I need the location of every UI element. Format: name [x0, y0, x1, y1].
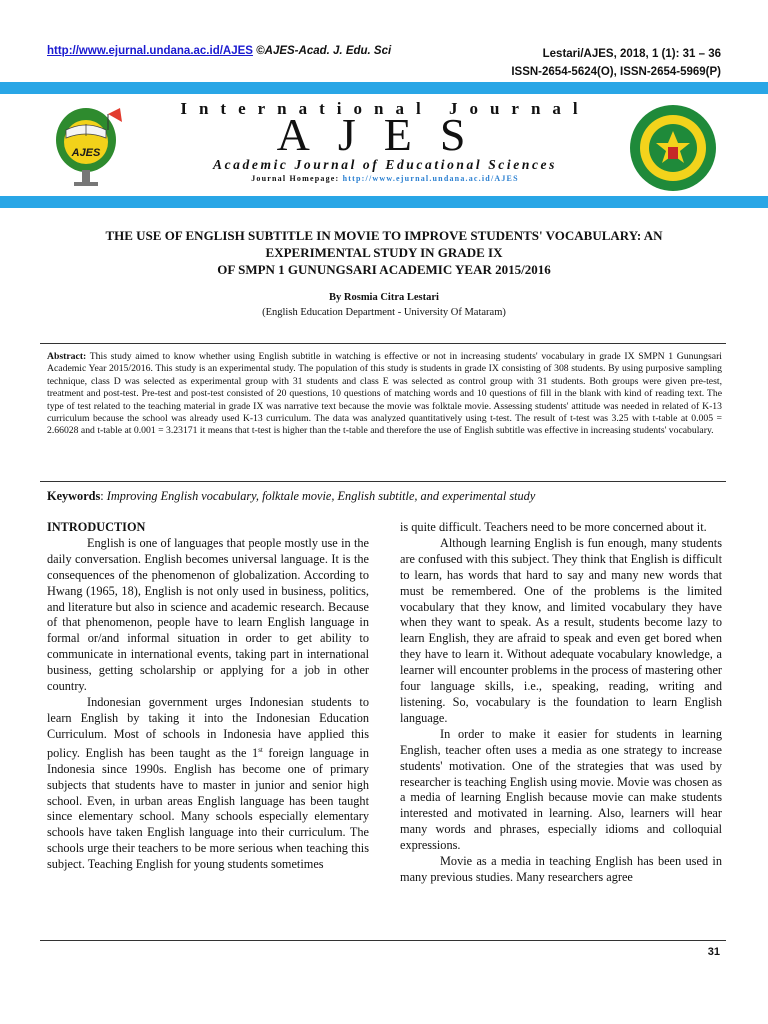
abstract	[47, 351, 722, 438]
right-column	[400, 520, 722, 886]
journal-short-name: ©AJES-Acad. J. Edu. Sci	[256, 45, 392, 57]
superscript: st	[258, 745, 263, 754]
homepage-label: Journal Homepage:	[251, 174, 340, 183]
header-left	[47, 45, 391, 57]
article-title	[40, 227, 728, 278]
ajes-logo	[48, 100, 132, 190]
title-line-3: OF SMPN 1 GUNUNGSARI ACADEMIC YEAR 2015/2016	[217, 262, 551, 277]
title-line-1: THE USE OF ENGLISH SUBTITLE IN MOVIE TO IMPROVE STUDENTS' VOCABULARY: AN	[105, 228, 663, 243]
keywords: Keywords: Improving English vocabulary, folktale movie, English subtitle, and experimental study	[47, 489, 536, 503]
page-number: 31	[707, 946, 720, 958]
homepage-url[interactable]: http://www.ejurnal.undana.ac.id/AJES	[342, 174, 519, 183]
paragraph: In order to make it easier for students in learning English, teacher often uses a media as one strategy to increase students' motivation. One of the strategies that was used by researcher is teaching English using movie. Movie was chosen as a media of learning English because movie can make students interested and motivated in learning. Also, learners will hear many words and phrases, especially idioms and colloquial expressions.	[400, 726, 722, 853]
header-right	[511, 45, 721, 81]
abstract-bottom-rule	[40, 481, 726, 482]
logo-left-text: AJES	[71, 147, 101, 159]
abstract-text: This study aimed to know whether using English subtitle in watching is effective or not in increasing students' vocabulary in grade IX SMPN 1 Gunungsari Academic Year 2015/2016. This study is an experimental study. The population of this study is students in grade IX consisting of 308 students. By using purposive sampling technique, class D was selected as experimental group with 31 students and class E was selected as control group with 31 students. Both groups were given pre-test, treatment and post-test. Pre-test and post-test consisted of 20 questions, 10 questions of matching words and 10 questions of fill in the blank with kind of reading text. The type of test related to the teaching material in grade IX was narrative text because the movie was folktale movie. Assessing students' attitude was needed in related of K-13 curriculum because the school was already used K-13 curriculum. The data was analyzed quantitatively using t-test. The result of t-test was 3.25 with t-table at 0.005 = 2.66028 and t-table at 0.001 = 3.23171 it means that t-test is higher than the t-table and therefore the use of English subtitle was effective in increasing students' vocabulary.	[47, 351, 722, 437]
paragraph-part: Indonesian government urges Indonesian students to learn English by taking it into the Indonesian Education Curriculum. Most of schools in Indonesia have applied this policy. English has been taught as the 1	[47, 694, 369, 760]
masthead-international-journal: International Journal	[180, 99, 590, 118]
left-column	[47, 520, 369, 873]
title-line-2: EXPERIMENTAL STUDY IN GRADE IX	[265, 245, 503, 260]
keywords-text: Improving English vocabulary, folktale movie, English subtitle, and experimental study	[106, 489, 536, 503]
abstract-top-rule	[40, 343, 726, 344]
paragraph	[47, 695, 369, 873]
bottom-band	[0, 196, 768, 208]
masthead-homepage	[150, 174, 620, 183]
affiliation: (English Education Department - University Of Mataram)	[262, 307, 506, 318]
footer-rule	[40, 940, 726, 941]
section-heading: INTRODUCTION	[47, 520, 146, 534]
paragraph: Although learning English is fun enough, many students are confused with this subject. They think that English is difficult to learn, has words that hard to say and many new words that must be remembered. One of the problems is the limited vocabulary that they know, and limited vocabulary they have when they want to speak. As a result, students become lazy to learn English, they are afraid to speak and even get bored when they have to learn it. Without adequate vocabulary knowledge, a learner will encounter problems in the process of mastering other four language skills, i.e., speaking, reading, writing and listening. So, vocabulary is the foundation to learn English language.	[400, 535, 722, 725]
paragraph-part: foreign language in Indonesia since 1990s. English has become one of primary subjects that students have to master in junior and senior high school. Even, in urban areas English language has been taught since elementary school. Many schools especially elementary schools have taken English language into their curriculum. The schools urge their teachers to be more serious when teaching this subject. Teaching English for young students sometimes	[47, 745, 369, 872]
issn: ISSN-2654-5624(O), ISSN-2654-5969(P)	[511, 66, 721, 78]
citation: Lestari/AJES, 2018, 1 (1): 31 – 36	[542, 48, 721, 60]
masthead-full-name: Academic Journal of Educational Sciences	[212, 157, 557, 172]
university-seal-logo	[628, 103, 718, 193]
abstract-label: Abstract:	[47, 351, 87, 362]
masthead-acronym: AJES	[276, 109, 494, 160]
paragraph: is quite difficult. Teachers need to be more concerned about it.	[400, 520, 707, 534]
keywords-label: Keywords	[47, 489, 101, 503]
top-band	[0, 82, 768, 94]
paragraph: Movie as a media in teaching English has been used in many previous studies. Many researchers agree	[400, 854, 722, 884]
author: By Rosmia Citra Lestari	[329, 292, 439, 303]
journal-url-link[interactable]: http://www.ejurnal.undana.ac.id/AJES	[47, 45, 253, 57]
paragraph: English is one of languages that people mostly use in the daily conversation. English becomes universal language. It is the consequences of the phenomenon of globalization. According to Hwang (1965, 18), English is not only used in business, politics, and literature but also in science and academic research. Because of that phenomenon, people have to learn English language in formal or/and informal situation in order to get ability to communicate in international events, taking part in international business, getting scholarship or applying for a job in other country.	[47, 535, 369, 694]
